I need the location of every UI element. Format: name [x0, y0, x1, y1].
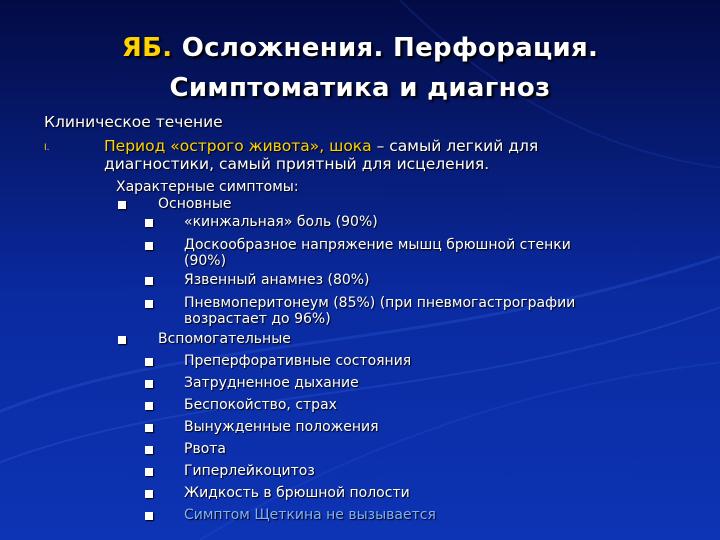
period-rest: – самый легкий для — [371, 137, 539, 155]
aux-item: Затрудненное дыхание — [184, 375, 359, 391]
aux-item: Вынужденные положения — [184, 419, 379, 435]
slide-title — [0, 28, 720, 108]
period-line-2: диагностики, самый приятный для исцеления. — [104, 155, 490, 173]
aux-item: Преперфоративные состояния — [184, 353, 412, 369]
title-accent: ЯБ. — [121, 33, 173, 63]
bullet-square-icon — [145, 512, 153, 520]
aux-item: Жидкость в брюшной полости — [184, 485, 410, 501]
period-line-1 — [104, 137, 538, 155]
bullet-square-icon — [145, 490, 153, 498]
bullet-square-icon — [145, 380, 153, 388]
main-item: «кинжальная» боль (90%) — [184, 214, 378, 230]
main-item: Язвенный анамнез (80%) — [184, 272, 370, 288]
aux-item: Гиперлейкоцитоз — [184, 463, 315, 479]
title-line-2: Симптоматика и диагноз — [169, 73, 551, 103]
period-marker: I. — [44, 143, 50, 153]
aux-item: Симптом Щеткина не вызывается — [184, 507, 436, 523]
bullet-square-icon — [145, 402, 153, 410]
bullet-square-icon — [118, 336, 126, 344]
main-item: Пневмоперитонеум (85%) (при пневмогастрографии — [184, 295, 576, 311]
title-main: Осложнения. Перфорация. — [181, 33, 599, 63]
bullet-square-icon — [145, 468, 153, 476]
symptoms-heading: Характерные симптомы: — [116, 179, 299, 195]
bullet-square-icon — [145, 446, 153, 454]
main-item-continued: (90%) — [184, 253, 227, 269]
aux-item: Беспокойство, страх — [184, 397, 337, 413]
bullet-square-icon — [145, 424, 153, 432]
bullet-square-icon — [145, 242, 153, 250]
period-highlight: Период «острого живота», шока — [104, 137, 372, 155]
main-item: Доскообразное напряжение мышц брюшной стенки — [184, 237, 571, 253]
main-heading: Основные — [158, 196, 232, 212]
main-item-continued: возрастает до 96%) — [184, 311, 331, 327]
aux-heading: Вспомогательные — [158, 331, 291, 347]
aux-item: Рвота — [184, 441, 226, 457]
bullet-square-icon — [145, 358, 153, 366]
bullet-square-icon — [145, 300, 153, 308]
bullet-square-icon — [145, 277, 153, 285]
bullet-square-icon — [118, 201, 126, 209]
clinical-course-heading: Клиническое течение — [44, 113, 223, 131]
bullet-square-icon — [145, 219, 153, 227]
